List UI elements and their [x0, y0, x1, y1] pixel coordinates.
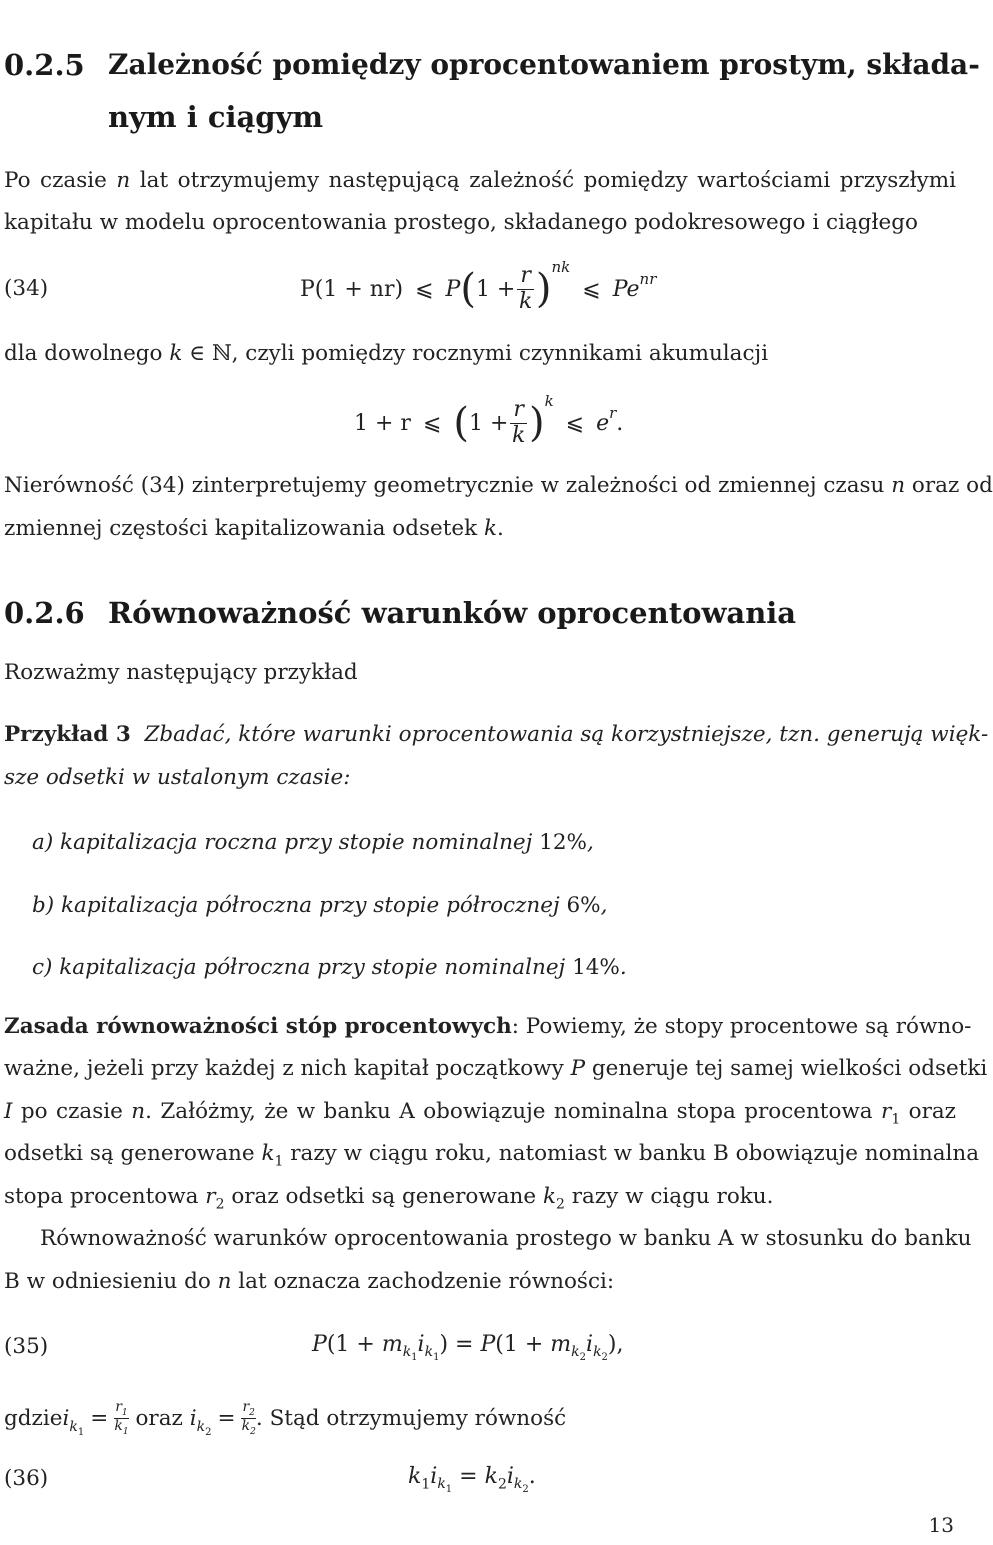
example-line: sze odsetki w ustalonym czasie: [4, 765, 351, 790]
section-title-line2: nym i ciągym [108, 100, 324, 134]
equation-accumulation: 1 + r ⩽ ( 1 + $\frac{r}{k}$ ) k ⩽ e r . [354, 392, 624, 448]
section-title-line1: Zależność pomiędzy oprocentowaniem prostym, składa- [108, 48, 980, 81]
principle-line: I po czasie n. Załóżmy, że w banku A obowiązuje nominalna stopa procentowa $r_1$ oraz [4, 1099, 957, 1128]
section-number: 0.2.5 [4, 48, 85, 82]
section-number: 0.2.6 [4, 596, 85, 630]
example-3: Przykład 3 Zbadać, które warunki oprocentowania są korzystniejsze, tzn. generują więk- [4, 722, 989, 747]
page-number: 13 [928, 1513, 954, 1537]
section-title: Równoważność warunków oprocentowania [108, 596, 797, 630]
section-heading-0-2-6 [0, 596, 960, 636]
equation-number: (36) [4, 1466, 49, 1491]
paragraph-line: Nierówność (34) zinterpretujemy geometrycznie w zależności od zmiennej czasu n oraz od [4, 473, 993, 498]
paragraph-line: zmiennej częstości kapitalizowania odsetek k. [4, 516, 504, 541]
example-label: Przykład 3 [4, 722, 131, 747]
paragraph-line: B w odniesieniu do n lat oznacza zachodzenie równości: [4, 1269, 615, 1294]
equation-35: $P(1 + m_{k_1}i_{k_1}) = P(1 + m_{k_2}i_{k_2})$, [312, 1332, 624, 1364]
paragraph-line: dla dowolnego k ∈ ℕ, czyli pomiędzy rocznymi czynnikami akumulacji [4, 341, 769, 366]
principle-line: odsetki są generowane $k_1$ razy w ciągu roku, natomiast w banku B obowiązuje nominalna [4, 1141, 980, 1170]
paragraph-line: kapitału w modelu oprocentowania prostego, składanego podokresowego i ciągłego [4, 210, 918, 235]
equation-36: $k_1i_{k_1} = k_2i_{k_2}$. [408, 1464, 536, 1496]
list-item: c) kapitalizacja półroczna przy stopie nominalnej 14%. [32, 955, 627, 980]
equation-number: (35) [4, 1334, 49, 1359]
list-item: b) kapitalizacja półroczna przy stopie półrocznej 6%, [32, 893, 608, 918]
principle-line: ważne, jeżeli przy każdej z nich kapitał początkowy P generuje tej samej wielkości odsetki [4, 1056, 988, 1081]
principle-line: stopa procentowa $r_2$ oraz odsetki są generowane $k_2$ razy w ciągu roku. [4, 1184, 774, 1213]
equation-34: P(1 + nr) ⩽ P ( 1 + $\frac{r}{k}$ ) nk ⩽ Pe nr [300, 258, 657, 314]
paragraph-line: Równoważność warunków oprocentowania prostego w banku A w stosunku do banku [40, 1226, 972, 1251]
paragraph-line: Po czasie n lat otrzymujemy następującą zależność pomiędzy wartościami przyszłymi [4, 168, 956, 193]
list-item: a) kapitalizacja roczna przy stopie nominalnej 12%, [32, 830, 594, 855]
paragraph-line: Rozważmy następujący przykład [4, 660, 358, 685]
principle-term: Zasada równoważności stóp procentowych [4, 1014, 512, 1039]
equation-number: (34) [4, 276, 49, 301]
paragraph-line: gdzie i $_{k_1}$ = $\frac{r_1}{k_1}$ oraz i $_{k_2}$ = $\frac{r_2}{k_2}$ . Stąd otrzymujemy równość [4, 1399, 567, 1438]
section-heading-0-2-5 [0, 48, 980, 88]
principle-line: Zasada równoważności stóp procentowych: Powiemy, że stopy procentowe są równo- [4, 1014, 972, 1039]
